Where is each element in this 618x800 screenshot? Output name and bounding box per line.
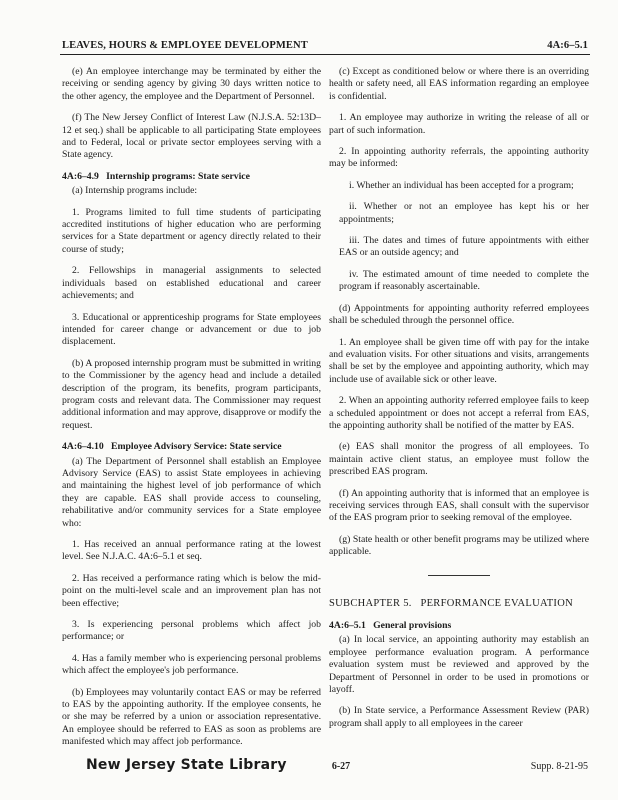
section-title: Employee Advisory Service: State service xyxy=(110,441,282,453)
page-footer xyxy=(86,757,588,773)
header-rule xyxy=(60,54,590,55)
paragraph-e: (e) EAS shall monitor the progress of all employees. To maintain active client status, an employee must follow the prescribed EAS program. xyxy=(329,441,589,478)
paragraph-c2iii: iii. The dates and times of future appointments with either EAS or an outside agency; and xyxy=(339,235,589,259)
subchapter-heading: SUBCHAPTER 5. PERFORMANCE EVALUATION xyxy=(329,597,573,609)
section-heading-5-1 xyxy=(329,620,589,632)
paragraph-c1: 1. An employee may authorize in writing the release of all or part of such information. xyxy=(329,112,589,136)
section-heading-4-9 xyxy=(62,171,321,183)
paragraph-c2i: i. Whether an individual has been accepted for a program; xyxy=(349,179,574,191)
paragraph-a2: 2. Has received a performance rating which is below the mid-point on the multi-level scale and an improvement plan has not been effective; xyxy=(62,572,321,609)
header-section-number: 4A:6–5.1 xyxy=(547,40,588,51)
supplement-date: Supp. 8-21-95 xyxy=(530,761,588,772)
paragraph-f: (f) An appointing authority that is informed that an employee is receiving services through EAS, shall consult with the supervisor of the EAS program prior to seeking removal of the employee. xyxy=(329,487,589,524)
section-number: 4A:6–5.1 xyxy=(329,620,366,631)
paragraph-a: (a) Internship programs include: xyxy=(72,185,198,197)
paragraph-c2iv: iv. The estimated amount of time needed to complete the program if reasonably ascertainable. xyxy=(339,268,589,293)
section-title: General provisions xyxy=(373,620,452,631)
paragraph-c: (c) Except as conditioned below or where there is an overriding health or safety need, all EAS information regarding an employee is confidential. xyxy=(329,66,589,102)
paragraph-d: (d) Appointments for appointing authority referred employees shall be scheduled through the personnel office. xyxy=(329,302,589,327)
paragraph-a1: 1. Has received an annual performance rating at the lowest level. See N.J.A.C. 4A:6–5.1 et seq. xyxy=(62,539,321,563)
paragraph-a: (a) The Department of Personnel shall establish an Employee Advisory Service (EAS) to assist State employees in achieving and maintaining the highest level of job performance of which they are capable. EAS shall provide access to counseling, rehabilitative and/or community services for a State employee who: xyxy=(62,455,321,529)
section-title: Internship programs: State service xyxy=(106,170,250,182)
paragraph-c2ii: ii. Whether or not an employee has kept his or her appointments; xyxy=(339,201,589,225)
paragraph-a3: 3. Educational or apprenticeship programs for State employees intended for career change or advancement or due to job displacement. xyxy=(62,311,321,348)
right-column xyxy=(329,66,589,739)
left-column xyxy=(62,66,321,758)
library-stamp: New Jersey State Library xyxy=(86,757,287,773)
paragraph-a: (a) In local service, an appointing authority may establish an employee performance evaluation program. A performance evaluation system must be reviewed and approved by the Department of Personnel in order to be used in promotions or layoff. xyxy=(329,634,589,696)
header-title: LEAVES, HOURS & EMPLOYEE DEVELOPMENT xyxy=(62,40,308,51)
paragraph-d2: 2. When an appointing authority referred employee fails to keep a scheduled appointment or does not accept a referral from EAS, the appointing authority shall be notified of the matter by EAS. xyxy=(329,395,589,431)
paragraph-g: (g) State health or other benefit programs may be utilized where applicable. xyxy=(329,533,589,558)
section-heading-4-10 xyxy=(62,441,321,453)
paragraph-b: (b) Employees may voluntarily contact EAS or may be referred to EAS by the appointing authority. If the employee consents, he or she may be referred by a union or association representative. An employee should be referred to EAS as soon as problems are manifested which may affect job performance. xyxy=(62,686,321,748)
page-number: 6-27 xyxy=(331,761,351,772)
section-number: 4A:6–4.10 xyxy=(62,441,104,453)
paragraph-f: (f) The New Jersey Conflict of Interest Law (N.J.S.A. 52:13D–12 et seq.) shall be applicable to all participating State employees and to Federal, local or private sector employees serving with a State agency. xyxy=(62,112,321,161)
section-number: 4A:6–4.9 xyxy=(62,170,99,182)
paragraph-a4: 4. Has a family member who is experiencing personal problems which affect the employee's job performance. xyxy=(62,652,321,677)
section-separator xyxy=(428,575,490,576)
paragraph-e: (e) An employee interchange may be terminated by either the receiving or sending agency by giving 30 days written notice to the other agency, the employee and the Department of Personnel. xyxy=(62,66,321,102)
paragraph-d1: 1. An employee shall be given time off with pay for the intake and evaluation visits. For other situations and visits, arrangements shall be set by the employee and appointing authority, which may include use of available sick or other leave. xyxy=(329,336,589,385)
paragraph-a2: 2. Fellowships in managerial assignments to selected individuals based on established educational and career achievements; and xyxy=(62,265,321,302)
paragraph-b: (b) In State service, a Performance Assessment Review (PAR) program shall apply to all employees in the career xyxy=(329,705,589,729)
paragraph-a1: 1. Programs limited to full time students of participating accredited institutions of higher education who are performing services for a State department or agency directly related to their course of study; xyxy=(62,206,321,255)
paragraph-b: (b) A proposed internship program must be submitted in writing to the Commissioner by the agency head and include a detailed description of the program, its benefits, program participants, program costs and relevant data. The Commissioner may request additional information and may approve, disapprove or modify the request. xyxy=(62,357,321,431)
paragraph-a3: 3. Is experiencing personal problems which affect job performance; or xyxy=(62,619,321,643)
paragraph-c2: 2. In appointing authority referrals, the appointing authority may be informed: xyxy=(329,146,589,170)
running-header xyxy=(62,40,588,51)
